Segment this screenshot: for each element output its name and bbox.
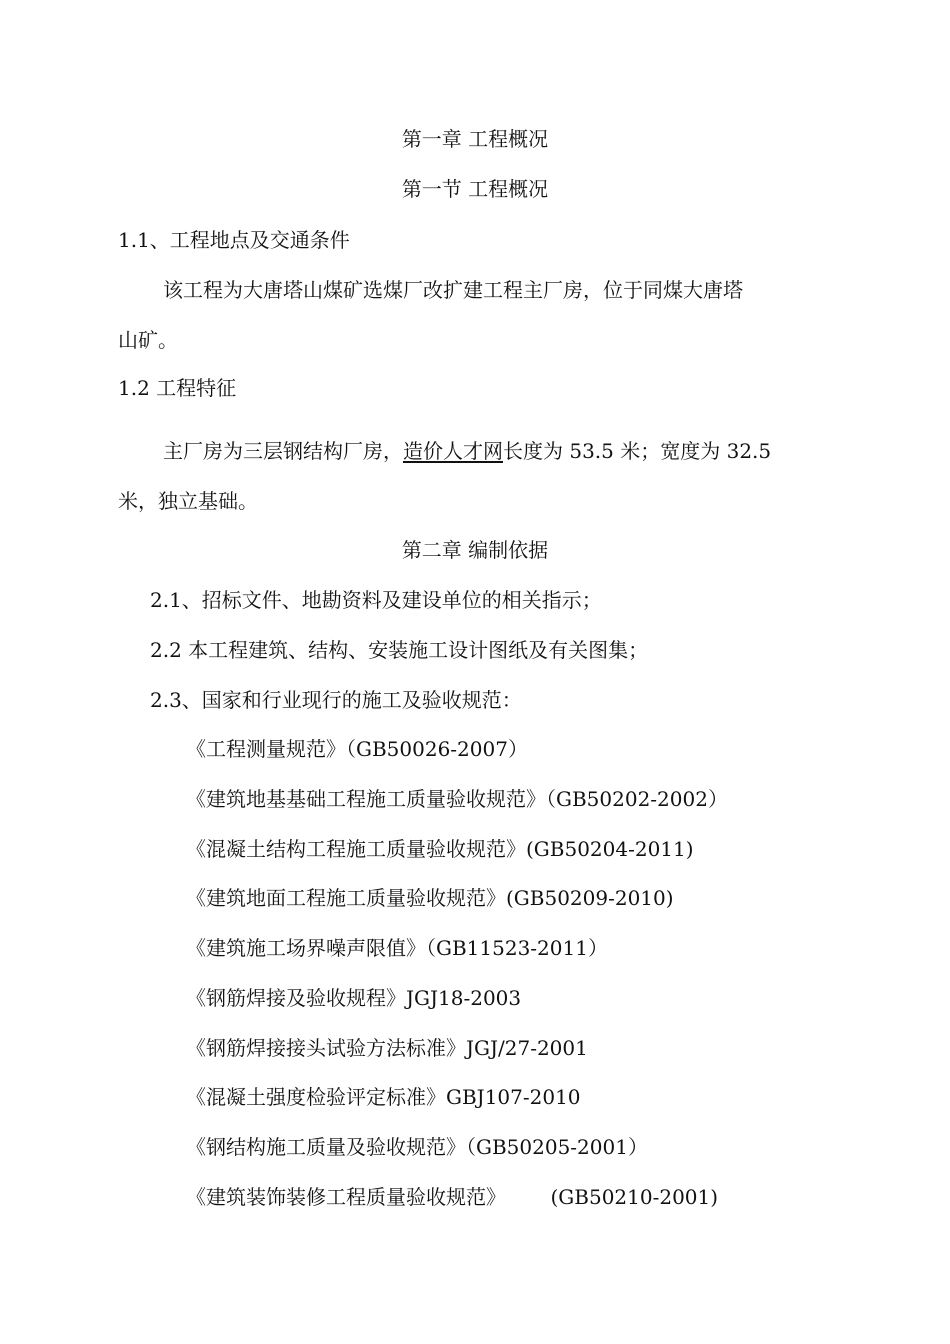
section-1-title: 第一节 工程概况	[401, 177, 549, 201]
standard-item: 《钢筋焊接及验收规程》JGJ18-2003	[186, 986, 522, 1010]
paragraph-1-2-line-1	[163, 438, 771, 464]
basis-item-2-2: 2.2 本工程建筑、结构、安装施工设计图纸及有关图集；	[150, 638, 649, 662]
standard-item: 《钢筋焊接接头试验方法标准》JGJ/27-2001	[186, 1036, 588, 1060]
standard-item: 《建筑装饰装修工程质量验收规范》 (GB50210-2001)	[186, 1185, 719, 1209]
standard-item: 《工程测量规范》（GB50026-2007）	[186, 737, 528, 761]
heading-1-2: 1.2 工程特征	[118, 376, 237, 400]
basis-item-2-1: 2.1、招标文件、地勘资料及建设单位的相关指示；	[150, 588, 602, 612]
standard-item: 《钢结构施工质量及验收规范》（GB50205-2001）	[186, 1135, 648, 1159]
watermark-link-text[interactable]: 造价人才网	[403, 439, 503, 463]
paragraph-1-2-text-a: 主厂房为三层钢结构厂房，	[163, 439, 403, 463]
paragraph-1-1-line-1: 该工程为大唐塔山煤矿选煤厂改扩建工程主厂房，位于同煤大唐塔	[163, 278, 743, 302]
paragraph-1-2-text-b: 长度为 53.5 米；宽度为 32.5	[503, 439, 772, 463]
standard-item: 《混凝土强度检验评定标准》GBJ107-2010	[186, 1085, 581, 1109]
standard-item: 《建筑地面工程施工质量验收规范》(GB50209-2010)	[186, 886, 674, 910]
basis-item-2-3: 2.3、国家和行业现行的施工及验收规范：	[150, 688, 522, 712]
heading-1-1: 1.1、工程地点及交通条件	[118, 228, 350, 252]
chapter-2-title: 第二章 编制依据	[401, 538, 549, 562]
standard-item: 《混凝土结构工程施工质量验收规范》(GB50204-2011)	[186, 837, 694, 861]
chapter-1-title: 第一章 工程概况	[401, 127, 549, 151]
standard-item: 《建筑地基基础工程施工质量验收规范》（GB50202-2002）	[186, 787, 728, 811]
paragraph-1-2-line-2: 米，独立基础。	[118, 489, 258, 513]
paragraph-1-1-line-2: 山矿。	[118, 328, 178, 352]
standard-item: 《建筑施工场界噪声限值》（GB11523-2011）	[186, 936, 608, 960]
